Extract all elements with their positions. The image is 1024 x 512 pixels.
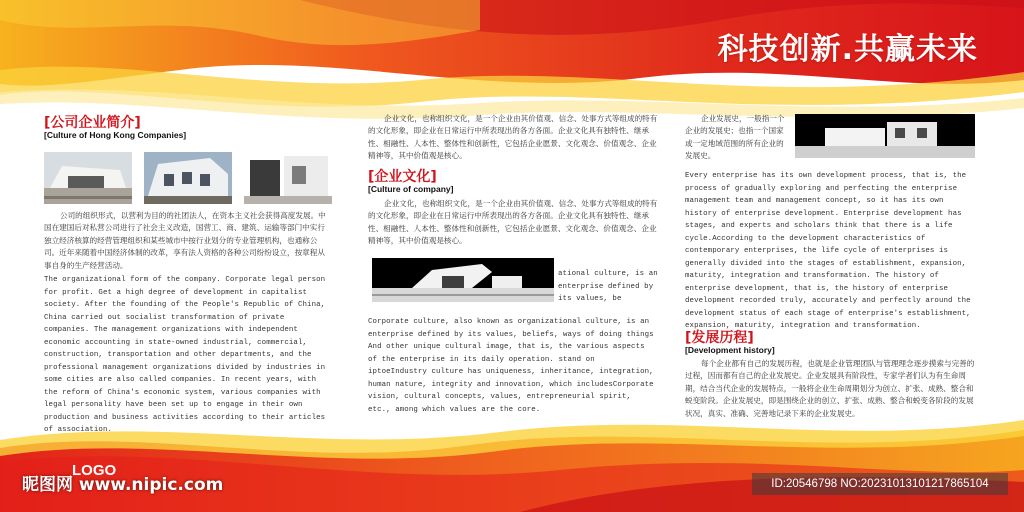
company-intro-title: [公司企业简介] [44, 115, 141, 131]
corporate-culture-en-text: Corporate culture, also known as organizational culture, is an enterprise defined by its values, beliefs, ways of doing things And other unique cultural image, that is, the various aspects of the enterprise in its daily operation. stand on iptoeIndustry culture has uniqueness, inheritance, integration, human nature, integrity and innovation, which includesCorporate vision, cultural concepts, values, entrepreneurial spirit, etc., among which values are the core. [368, 318, 654, 414]
logo-text: LOGO [72, 462, 117, 479]
site-watermark: 昵图网 www.nipic.com [22, 475, 224, 495]
headline: 科技创新.共赢未来 [717, 32, 978, 67]
company-intro-cn-text: 公司的组织形式，以营利为目的的社团法人，在资本主义社会获得高度发展。中国在建国后对私营公司进行了社会主义改造，国营工、商、建筑、运输等部门中实行独立经济核算的经营管理组织和某些城市中按行业划分的专业管理机构，也通称公司。近年来随着中国经济体制的改革，享有法人资格的各种公司纷纷设立，按章程从事自身的生产经营活动。 [44, 211, 326, 270]
company-intro-en-text: The organizational form of the company. Corporate legal person for profit. Get a high degree of development in capitalist society. After the founding of the People's Republic of China, China carried out socialist transformation of private companies. The management organizations with independent economic accounting in state-owned industrial, commercial, construction, transportation and other departments, and the professional management organizations divided by industries in some cities are also called companies. In recent years, with the reform of China's economic system, various companies with legal personality have been set up to engage in their own production and business activities according to their articles of association. [44, 276, 326, 434]
development-history-cn-text: 每个企业都有自己的发展历程，也就是企业管理团队与管理理念逐步摸索与完善的过程，因而都有自己的企业发展史。企业发展具有阶段性，专家学者们认为有生命周期，结合当代企业的发展特点，一般将企业生命周期划分为创立、扩张、成熟、整合和蜕变阶段。企业发展史，即是围绕企业的创立、扩张、成熟、整合和蜕变各阶段的发展状况，真实、准确、完善地记录下来的企业发展史。 [685, 359, 975, 418]
corporate-culture-cn-text: 企业文化，也称组织文化，是一个企业由其价值观、信念、处事方式等组成的特有的文化形象，即企业在日常运行中所表现出的各方各面。企业文化具有独特性、继承性、相融性、人本性、整体性和创新性，它包括企业愿景、文化观念、价值观念、企业精神等，其中价值观是核心。 [368, 199, 658, 246]
building-drawing-development [795, 114, 975, 158]
development-top-cn-text: 企业发展史，一般指一个企业的发展史；也指一个国家或一定地域范围的所有企业的发展史。 [685, 114, 785, 161]
building-photo-3 [244, 152, 332, 204]
corporate-culture-side-text: ational culture, is an enterprise defined by its values, be [558, 270, 658, 303]
corporate-culture-subtitle: [Culture of company] [368, 184, 454, 194]
development-history-title: [发展历程] [685, 330, 754, 346]
image-id-watermark: ID:20546798 NO:20231013101217865104 [752, 473, 1008, 495]
culture-top-cn-text: 企业文化，也称组织文化，是一个企业由其价值观、信念、处事方式等组成的特有的文化形象，即企业在日常运行中所表现出的各方各面。企业文化具有独特性、继承性、相融性、人本性、整体性和创新性，它包括企业愿景、文化观念、价值观念、企业精神等，其中价值观是核心。 [368, 114, 658, 161]
development-top-en-text: Every enterprise has its own development process, that is, the process of gradually exploring and perfecting the enterprise management team and management concept, so it has its own history of enterprise development. Enterprise development has stages, and experts and scholars think that there is a life cycle.According to the development characteristics of contemporary enterprises, the life cycle of enterprises is generally divided into the stages of establishment, expansion, maturity, integration and transformation. The history of enterprise development, that is, the history of enterprise development recorded truly, accurately and perfectly around the development status of each stage of enterprise's establishment, expansion, maturity, integration and transformation. [685, 172, 971, 330]
building-photo-1 [44, 152, 132, 204]
corporate-culture-title: [企业文化] [368, 169, 437, 185]
company-intro-subtitle: [Culture of Hong Kong Companies] [44, 130, 187, 140]
building-drawing-culture [372, 258, 554, 302]
building-photo-2 [144, 152, 232, 204]
development-history-subtitle: [Development history] [685, 345, 775, 355]
